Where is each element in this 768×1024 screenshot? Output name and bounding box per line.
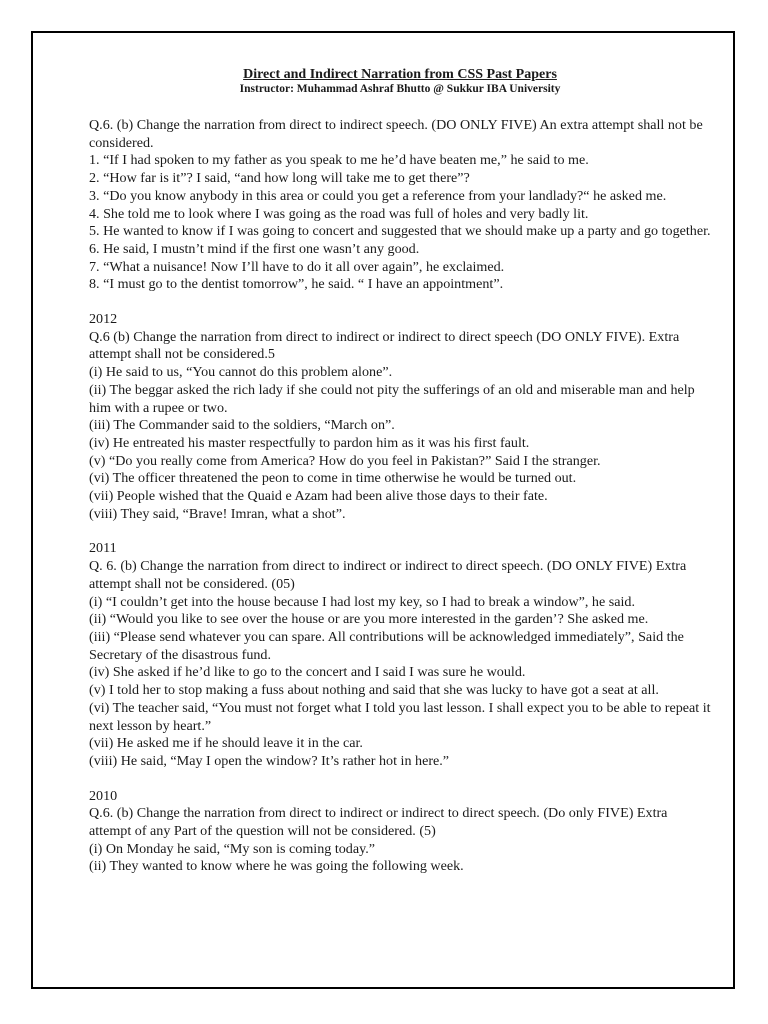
list-item: (ii) The beggar asked the rich lady if she could not pity the sufferings of an old and miserable man and help him with a rupee or two. bbox=[89, 381, 695, 416]
list-item: 1. “If I had spoken to my father as you speak to me he’d have beaten me,” he said to me. bbox=[89, 152, 589, 169]
list-item: 2. “How far is it”? I said, “and how long will take me to get there”? bbox=[89, 170, 470, 187]
question-text: Q.6. (b) Change the narration from direct to indirect speech. (DO ONLY FIVE) An extra attempt shall not be considered. bbox=[89, 117, 703, 151]
section-general bbox=[89, 117, 711, 294]
list-item: (v) I told her to stop making a fuss about nothing and said that she was lucky to have got a seat at all. bbox=[89, 682, 659, 699]
instructor-line: Instructor: Muhammad Ashraf Bhutto @ Sukkur IBA University bbox=[239, 83, 561, 95]
list-item: (iii) The Commander said to the soldiers, “March on”. bbox=[89, 417, 395, 434]
list-item: (vii) He asked me if he should leave it in the car. bbox=[89, 735, 363, 752]
document-content bbox=[89, 67, 711, 893]
list-item: (ii) They wanted to know where he was going the following week. bbox=[89, 858, 464, 875]
question-text: Q. 6. (b) Change the narration from direct to indirect or indirect to direct speech. (DO ONLY FIVE) Extra attempt shall not be considered. (05) bbox=[89, 558, 687, 592]
list-item: (vii) People wished that the Quaid e Azam had been alive those days to their fate. bbox=[89, 488, 548, 505]
section-2012 bbox=[89, 311, 711, 523]
list-item: (ii) “Would you like to see over the house or are you more interested in the garden’? She asked me. bbox=[89, 611, 649, 628]
list-item: (viii) He said, “May I open the window? It’s rather hot in here.” bbox=[89, 752, 450, 769]
list-item: 3. “Do you know anybody in this area or could you get a reference from your landlady?“ he asked me. bbox=[89, 187, 667, 204]
section-2011 bbox=[89, 540, 711, 770]
list-item: (v) “Do you really come from America? How do you feel in Pakistan?” Said I the stranger. bbox=[89, 452, 601, 469]
list-item: (i) On Monday he said, “My son is coming today.” bbox=[89, 840, 376, 857]
list-item: (vi) The teacher said, “You must not forget what I told you last lesson. I shall expect you to be able to repeat it next lesson by heart.” bbox=[89, 699, 711, 734]
year-heading: 2010 bbox=[89, 787, 118, 804]
list-item: 8. “I must go to the dentist tomorrow”, he said. “ I have an appointment”. bbox=[89, 276, 504, 293]
year-heading: 2012 bbox=[89, 311, 118, 328]
list-item: (iv) He entreated his master respectfully to pardon him as it was his first fault. bbox=[89, 434, 530, 451]
document-page bbox=[31, 31, 735, 989]
list-item: 7. “What a nuisance! Now I’ll have to do it all over again”, he exclaimed. bbox=[89, 258, 505, 275]
list-item: (viii) They said, “Brave! Imran, what a shot”. bbox=[89, 505, 346, 522]
year-heading: 2011 bbox=[89, 540, 117, 557]
list-item: (iii) “Please send whatever you can spare. All contributions will be acknowledged immediately”, Said the Secretary of the disastrous fund. bbox=[89, 628, 684, 663]
question-text: Q.6 (b) Change the narration from direct to indirect or indirect to direct speech (DO ONLY FIVE). Extra attempt shall not be considered.5 bbox=[89, 328, 680, 363]
list-item: 5. He wanted to know if I was going to concert and suggested that we should make up a party and go together. bbox=[89, 223, 711, 240]
list-item: (iv) She asked if he’d like to go to the concert and I said I was sure he would. bbox=[89, 664, 526, 681]
list-item: 4. She told me to look where I was going as the road was full of holes and very badly lit. bbox=[89, 205, 589, 222]
document-title: Direct and Indirect Narration from CSS Past Papers bbox=[243, 67, 557, 82]
question-text: Q.6. (b) Change the narration from direct to indirect or indirect to direct speech. (Do only FIVE) Extra attempt of any Part of the question will not be considered. (5) bbox=[89, 805, 668, 840]
list-item: (i) “I couldn’t get into the house because I had lost my key, so I had to break a window”, he said. bbox=[89, 593, 635, 610]
list-item: (vi) The officer threatened the peon to come in time otherwise he would be turned out. bbox=[89, 470, 577, 487]
list-item: 6. He said, I mustn’t mind if the first one wasn’t any good. bbox=[89, 240, 420, 257]
list-item: (i) He said to us, “You cannot do this problem alone”. bbox=[89, 364, 393, 381]
section-2010 bbox=[89, 788, 711, 877]
